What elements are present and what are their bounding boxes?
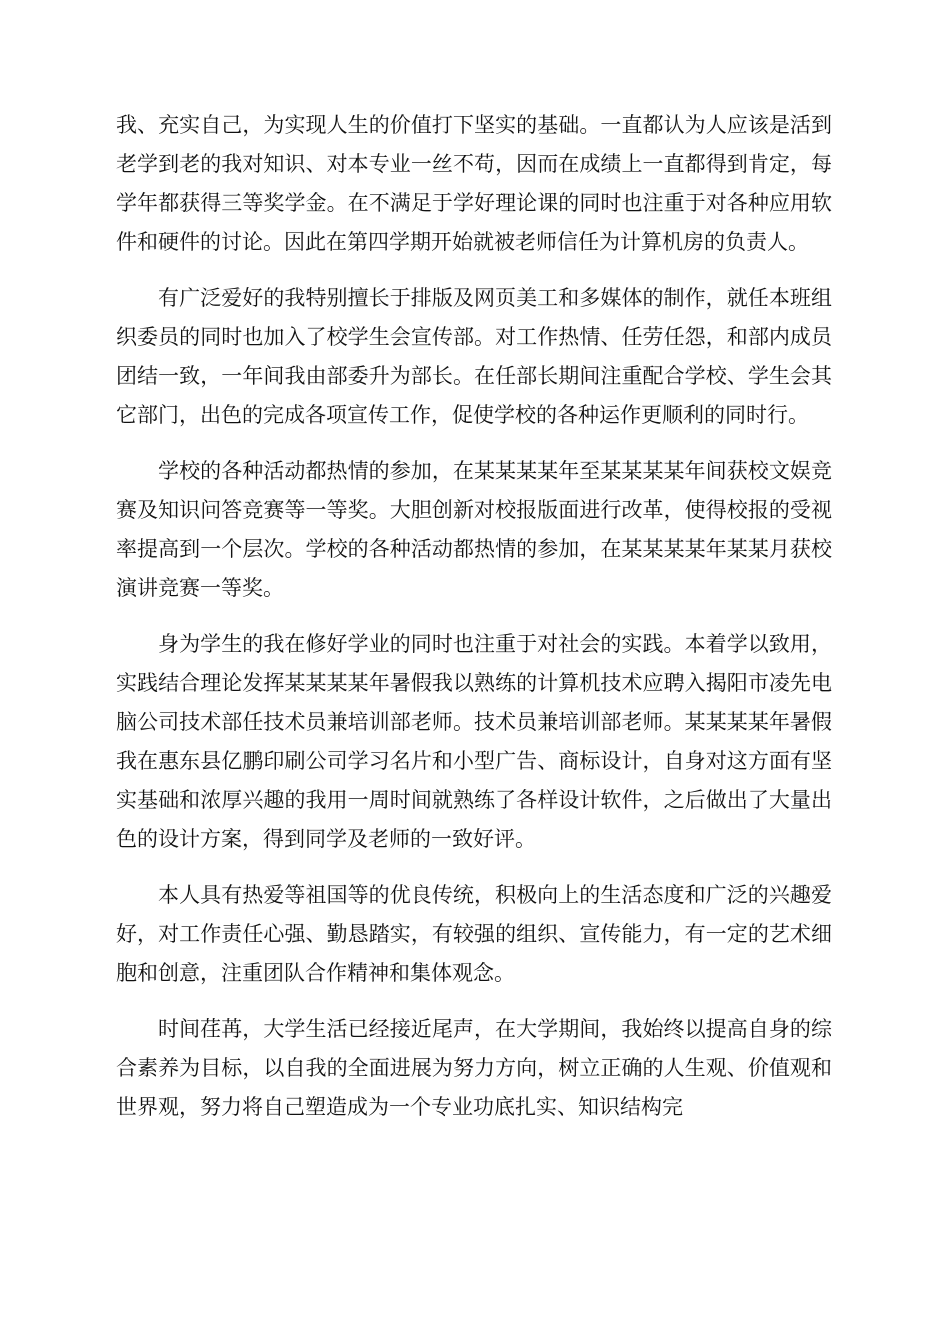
paragraph-6: 时间荏苒，大学生活已经接近尾声，在大学期间，我始终以提高自身的综合素养为目标，以自我的全面进展为努力方向，树立正确的人生观、价值观和世界观，努力将自己塑造成为一个专业功底扎实、知识结构完 (116, 1017, 832, 1119)
paragraph-1: 我、充实自己，为实现人生的价值打下坚实的基础。一直都认为人应该是活到老学到老的我对知识、对本专业一丝不苟，因而在成绩上一直都得到肯定，每学年都获得三等奖学金。在不满足于学好理论课的同时也注重于对各种应用软件和硬件的讨论。因此在第四学期开始就被老师信任为计算机房的负责人。 (116, 113, 832, 254)
paragraph-2: 有广泛爱好的我特别擅长于排版及网页美工和多媒体的制作，就任本班组织委员的同时也加入了校学生会宣传部。对工作热情、任劳任怨，和部内成员团结一致，一年间我由部委升为部长。在任部长期间注重配合学校、学生会其它部门，出色的完成各项宣传工作，促使学校的各种运作更顺利的同时行。 (116, 286, 832, 427)
document-body (116, 106, 832, 1144)
paragraph-3: 学校的各种活动都热情的参加，在某某某某年至某某某某年间获校文娱竞赛及知识问答竞赛等一等奖。大胆创新对校报版面进行改革，使得校报的受视率提高到一个层次。学校的各种活动都热情的参加，在某某某某年某某月获校演讲竞赛一等奖。 (116, 459, 832, 600)
paragraph-4: 身为学生的我在修好学业的同时也注重于对社会的实践。本着学以致用，实践结合理论发挥某某某某年暑假我以熟练的计算机技术应聘入揭阳市凌先电脑公司技术部任技术员兼培训部老师。技术员兼培训部老师。某某某某年暑假我在惠东县亿鹏印刷公司学习名片和小型广告、商标设计，自身对这方面有坚实基础和浓厚兴趣的我用一周时间就熟练了各样设计软件，之后做出了大量出色的设计方案，得到同学及老师的一致好评。 (116, 632, 832, 851)
paragraph-5: 本人具有热爱等祖国等的优良传统，积极向上的生活态度和广泛的兴趣爱好，对工作责任心强、勤恳踏实，有较强的组织、宣传能力，有一定的艺术细胞和创意，注重团队合作精神和集体观念。 (116, 883, 832, 985)
